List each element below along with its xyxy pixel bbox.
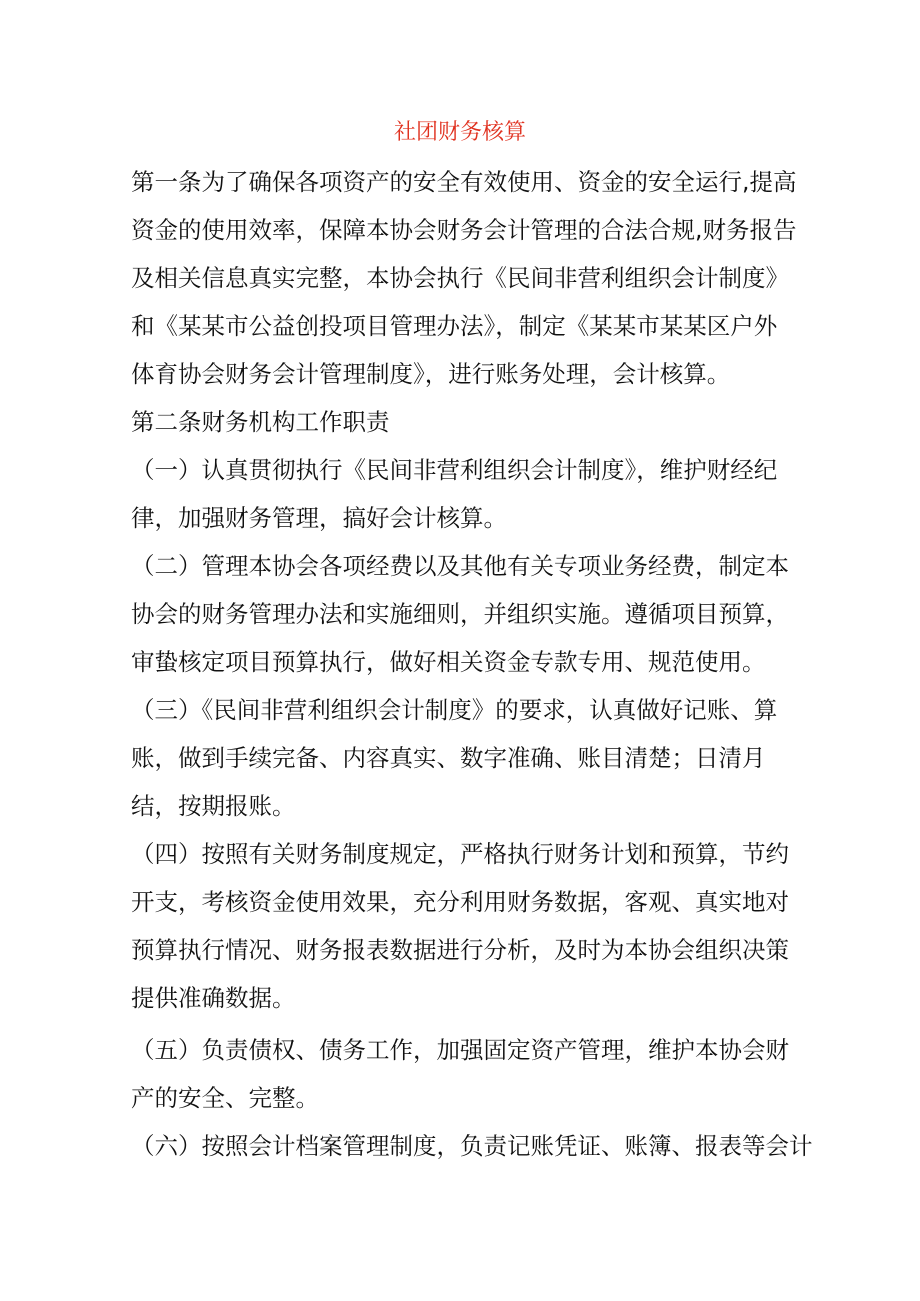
section-heading: 第二条财务机构工作职责 (131, 408, 390, 436)
text-line: 开支，考核资金使用效果，充分利用财务数据，客观、真实地对 (131, 888, 789, 916)
text-line: （四）按照有关财务制度规定，严格执行财务计划和预算，节约 (131, 840, 789, 868)
text-line: 体育协会财务会计管理制度》，进行账务处理，会计核算。 (131, 360, 731, 388)
text-line: 账，做到手续完备、内容真实、数字准确、账目清楚；日清月 (131, 744, 766, 772)
text-line: 审蛰核定项目预算执行，做好相关资金专款专用、规范使用。 (131, 648, 766, 676)
text-line: （二）管理本协会各项经费以及其他有关专项业务经费，制定本 (131, 552, 789, 580)
text-line: 及相关信息真实完整，本协会执行《民间非营利组织会计制度》 (131, 264, 789, 292)
text-line: 结，按期报账。 (131, 792, 296, 820)
text-line: （一）认真贯彻执行《民间非营利组织会计制度》，维护财经纪 (131, 456, 778, 484)
text-line: 产的安全、完整。 (131, 1084, 319, 1112)
text-line: 资金的使用效率，保障本协会财务会计管理的合法合规,财务报告 (131, 216, 797, 244)
text-line: 和《某某市公益创投项目管理办法》，制定《某某市某某区户外 (131, 312, 778, 340)
text-line: 预算执行情况、财务报表数据进行分析，及时为本协会组织决策 (131, 936, 789, 964)
text-line: 第一条为了确保各项资产的安全有效使用、资金的安全运行,提高 (131, 168, 797, 196)
text-line: 协会的财务管理办法和实施细则，并组织实施。遵循项目预算， (131, 600, 789, 628)
text-line: （三）《民间非营利组织会计制度》的要求，认真做好记账、算 (131, 696, 778, 724)
text-line: （五）负责债权、债务工作，加强固定资产管理，维护本协会财 (131, 1036, 789, 1064)
document-title: 社团财务核算 (393, 120, 526, 145)
text-line: 提供准确数据。 (131, 984, 296, 1012)
text-line: 律，加强财务管理，搞好会计核算。 (131, 504, 507, 532)
text-line: （六）按照会计档案管理制度，负责记账凭证、账簿、报表等会计 (131, 1132, 813, 1160)
